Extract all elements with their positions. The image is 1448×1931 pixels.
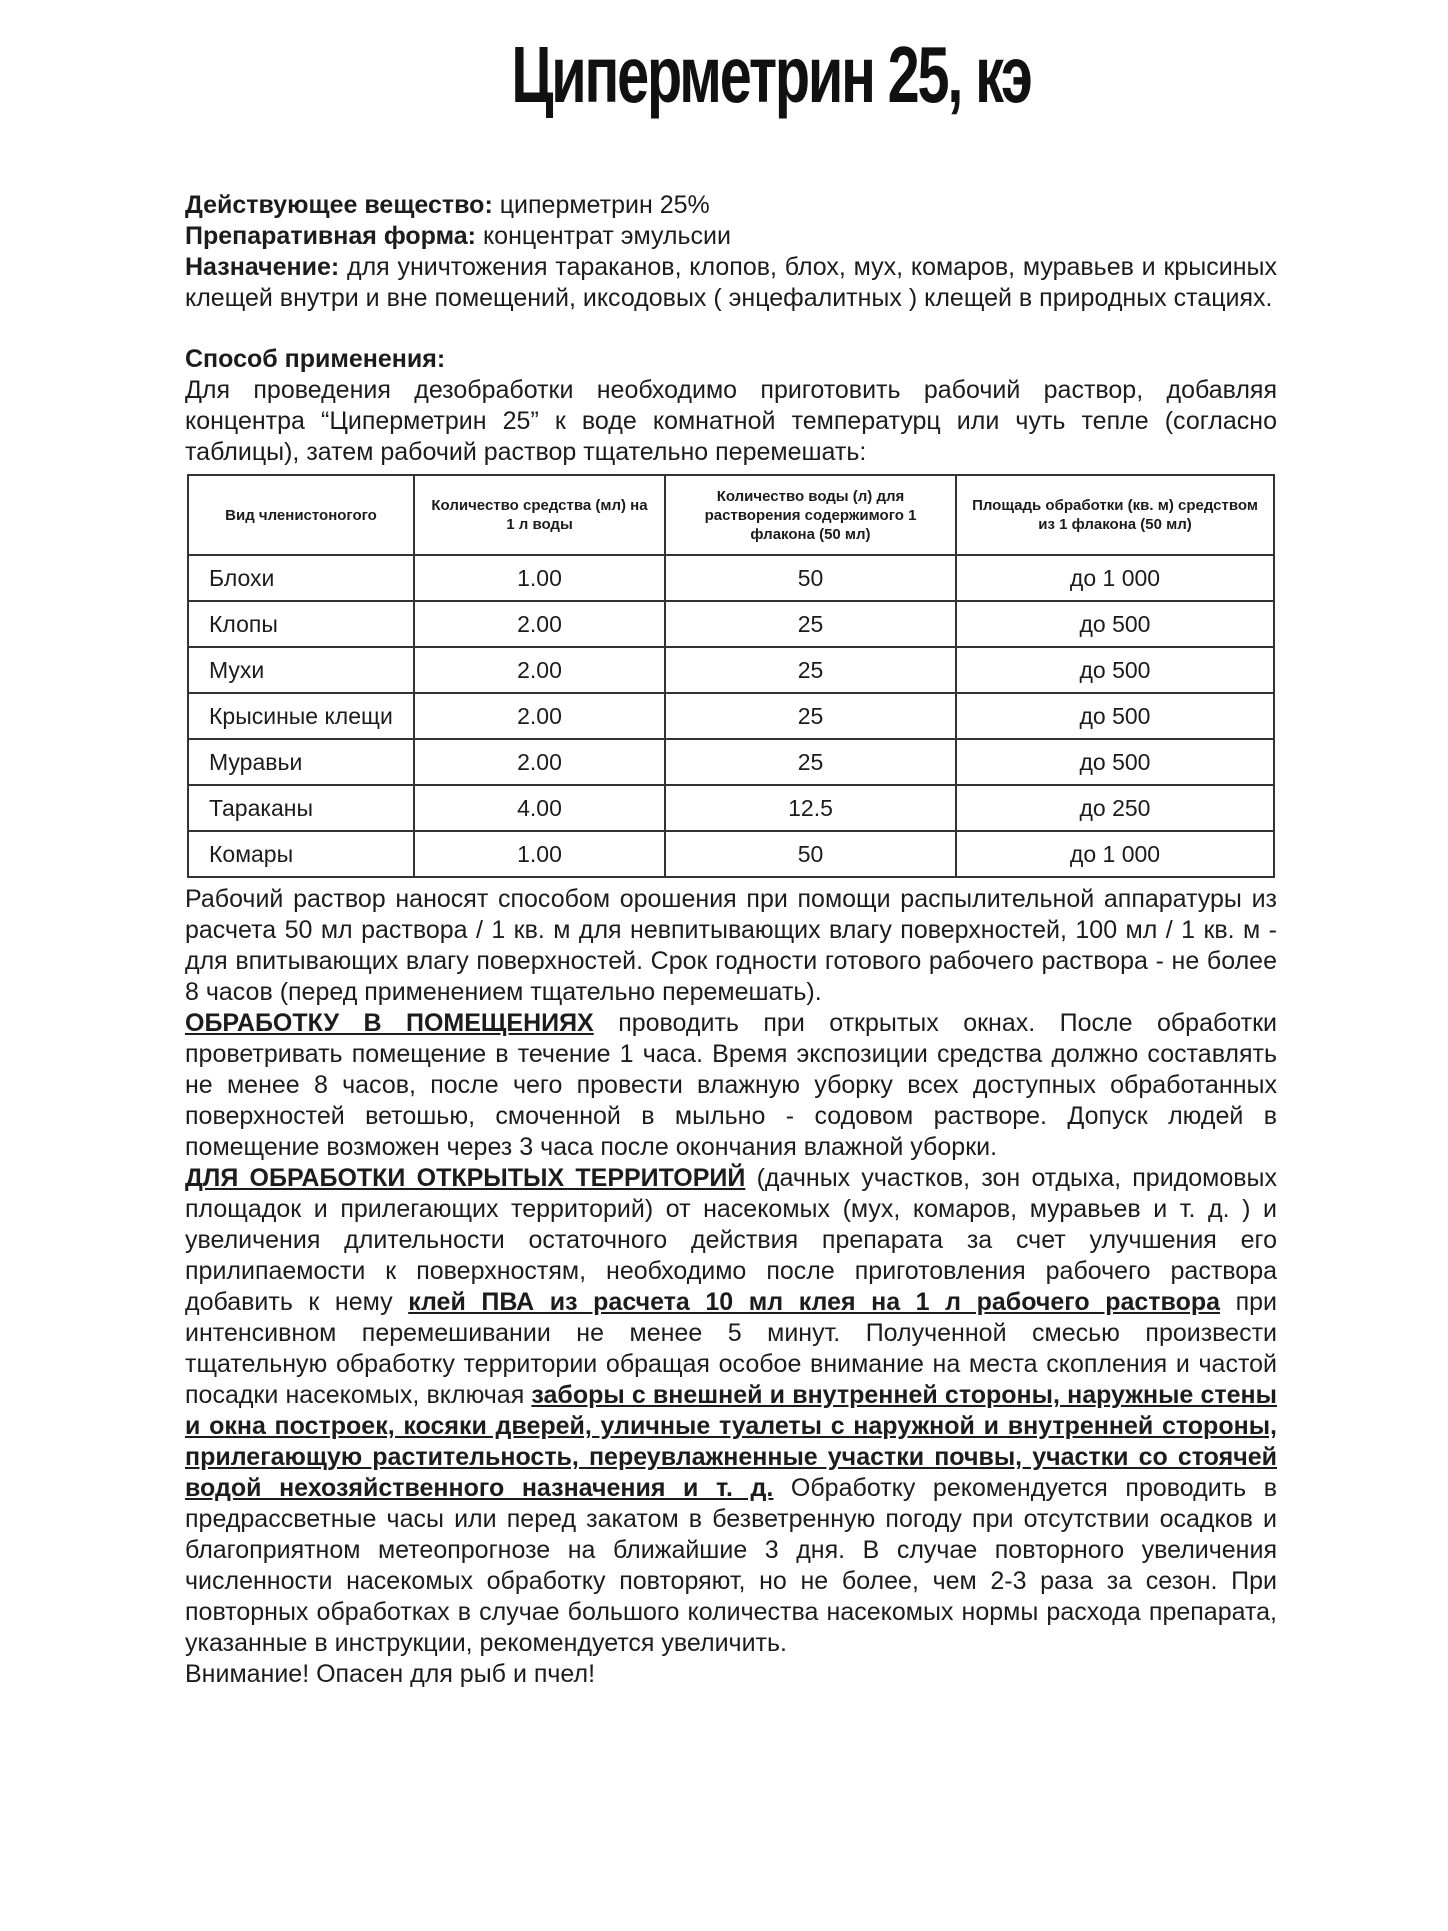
product-info (185, 190, 1277, 314)
formulation-value: концентрат эмульсии (482, 222, 731, 250)
cell-species: Тараканы (188, 785, 414, 831)
indoor-text: проводить при открытых окнах. После обработки проветривать помещение в течение 1 часа. Время экспозиции средства должно составлять не менее 8 часов, после чего провести влажную уборку всех доступных обработанных поверхностей ветошью, смоченной в мыльно - содовом растворе. Допуск людей в помещение возможен через 3 часа после окончания влажной уборки. (185, 1009, 1277, 1161)
cell-dose: 2.00 (414, 601, 665, 647)
cell-area: до 500 (956, 601, 1274, 647)
warning-line: Внимание! Опасен для рыб и пчел! (185, 1660, 596, 1688)
col-header-water: Количество воды (л) для растворения содержимого 1 флакона (50 мл) (665, 475, 956, 555)
cell-species: Блохи (188, 555, 414, 601)
col-header-species: Вид членистоногого (188, 475, 414, 555)
method-intro: Для проведения дезобработки необходимо приготовить рабочий раствор, добавляя концентра “Циперметрин 25” к воде комнатной температурц или чуть тепле (согласно таблицы), затем рабочий раствор тщательно перемешать: (185, 376, 1277, 466)
purpose-line (185, 252, 1277, 314)
cell-species: Муравьи (188, 739, 414, 785)
outdoor-emphasis-surfaces: заборы с внешней и внутренней стороны, наружные стены и окна построек, косяки дверей, уличные туалеты с наружной и внутренней стороны, прилегающую растительность, переувлажненные участки почвы, участки со стоячей водой нехозяйственного назначения и т. д. (185, 1381, 1277, 1502)
cell-dose: 2.00 (414, 647, 665, 693)
cell-water: 25 (665, 693, 956, 739)
application-paragraph: Рабочий раствор наносят способом орошения при помощи распылительной аппаратуры из расчета 50 мл раствора / 1 кв. м для невпитывающих влагу поверхностей, 100 мл / 1 кв. м - для впитывающих влагу поверхностей. Срок годности готового рабочего раствора - не более 8 часов (перед применением тщательно перемешать). (185, 885, 1277, 1006)
cell-species: Крысиные клещи (188, 693, 414, 739)
cell-water: 25 (665, 739, 956, 785)
col-header-area: Площадь обработки (кв. м) средством из 1 флакона (50 мл) (956, 475, 1274, 555)
cell-water: 50 (665, 831, 956, 877)
dosage-table (187, 474, 1275, 878)
cell-area: до 1 000 (956, 831, 1274, 877)
active-substance-value: циперметрин 25% (499, 191, 710, 219)
cell-water: 25 (665, 647, 956, 693)
table-row (188, 831, 1274, 877)
formulation-line (185, 221, 1277, 252)
cell-dose: 1.00 (414, 831, 665, 877)
table-row (188, 601, 1274, 647)
cell-area: до 500 (956, 693, 1274, 739)
active-substance-line (185, 190, 1277, 221)
cell-species: Мухи (188, 647, 414, 693)
outdoor-paragraph (185, 1163, 1277, 1659)
purpose-label: Назначение: (185, 253, 340, 281)
method-heading: Способ применения: (185, 345, 446, 373)
active-substance-label: Действующее вещество: (185, 191, 493, 219)
cell-water: 25 (665, 601, 956, 647)
cell-area: до 500 (956, 647, 1274, 693)
cell-dose: 1.00 (414, 555, 665, 601)
cell-area: до 250 (956, 785, 1274, 831)
cell-water: 50 (665, 555, 956, 601)
table-header-row (188, 475, 1274, 555)
table-row (188, 785, 1274, 831)
indoor-paragraph (185, 1008, 1277, 1163)
outdoor-text-1: (дачных участков, зон отдыха, придомовых площадок и прилегающих территорий) от насекомых (мух, комаров, муравьев и т. д. ) и увеличения длительности остаточного действия препарата за счет улучшения его прилипаемости к поверхностям, необходимо после приготовления рабочего раствора добавить к нему (185, 1164, 1277, 1316)
outdoor-text-3: Обработку рекомендуется проводить в предрассветные часы или перед закатом в безветренную погоду при отсутствии осадков и благоприятном метеопрогнозе на ближайшие 3 дня. В случае повторного увеличения численности насекомых обработку повторяют, но не более, чем 2-3 раза за сезон. При повторных обработках в случае большого количества насекомых нормы расхода препарата, указанные в инструкции, рекомендуется увеличить. (185, 1474, 1277, 1657)
cell-dose: 2.00 (414, 693, 665, 739)
purpose-value: для уничтожения тараканов, клопов, блох, мух, комаров, муравьев и крысиных клещей внутри и вне помещений, иксодовых ( энцефалитных ) клещей в природных стациях. (185, 253, 1277, 312)
cell-dose: 4.00 (414, 785, 665, 831)
table-row (188, 555, 1274, 601)
outdoor-emphasis-glue: клей ПВА из расчета 10 мл клея на 1 л рабочего раствора (408, 1288, 1221, 1316)
col-header-dose: Количество средства (мл) на 1 л воды (414, 475, 665, 555)
table-row (188, 693, 1274, 739)
indoor-heading: ОБРАБОТКУ В ПОМЕЩЕНИЯХ (185, 1009, 594, 1037)
table-row (188, 739, 1274, 785)
cell-area: до 500 (956, 739, 1274, 785)
outdoor-heading: ДЛЯ ОБРАБОТКИ ОТКРЫТЫХ ТЕРРИТОРИЙ (185, 1164, 746, 1192)
cell-water: 12.5 (665, 785, 956, 831)
formulation-label: Препаративная форма: (185, 222, 476, 250)
instruction-sheet (185, 20, 1277, 1690)
table-row (188, 647, 1274, 693)
outdoor-text-2: при интенсивном перемешивании не менее 5 минут. Полученной смесью произвести тщательную обработку территории обращая особое внимание на места скопления и частой посадки насекомых, включая (185, 1288, 1277, 1409)
cell-area: до 1 000 (956, 555, 1274, 601)
cell-species: Комары (188, 831, 414, 877)
cell-species: Клопы (188, 601, 414, 647)
cell-dose: 2.00 (414, 739, 665, 785)
page-title: Циперметрин 25, кэ (511, 30, 1031, 119)
